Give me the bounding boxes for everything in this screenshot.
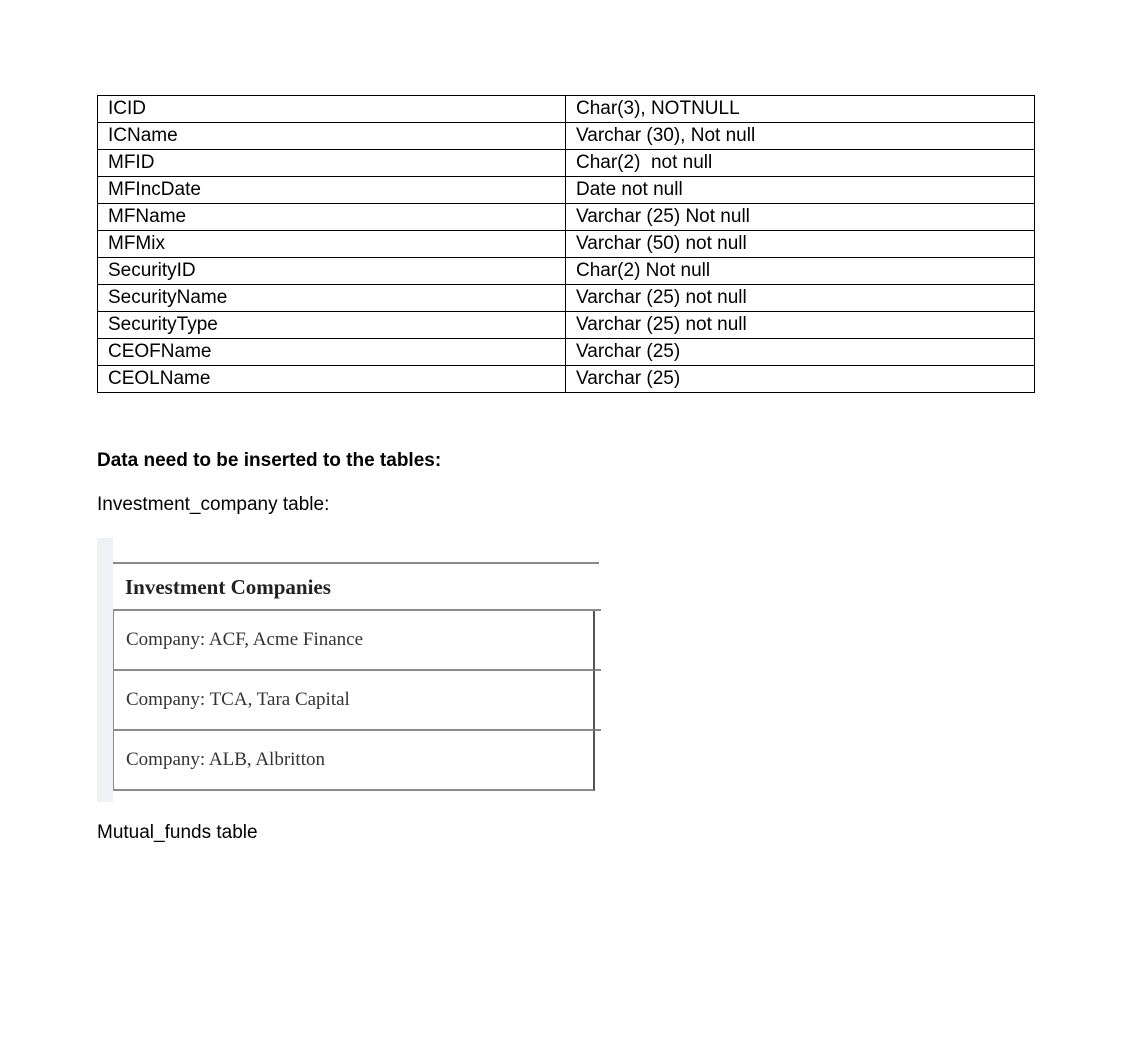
field-name: MFName [98,204,566,231]
investment-companies-table [113,562,599,791]
investment-companies-screenshot [97,538,603,802]
field-type: Varchar (25) [566,366,1035,393]
field-type: Char(2) Not null [566,258,1035,285]
field-type: Date not null [566,177,1035,204]
list-item: Company: ACF, Acme Finance [113,611,595,671]
table-row [98,285,1035,312]
table-row [98,123,1035,150]
screenshot-margin-bar [97,538,113,802]
field-type: Varchar (30), Not null [566,123,1035,150]
field-name: CEOLName [98,366,566,393]
table-row [98,231,1035,258]
table-row [98,312,1035,339]
mutual-funds-label: Mutual_funds table [97,822,258,843]
table-row [98,177,1035,204]
field-type: Varchar (25) Not null [566,204,1035,231]
table-row [98,96,1035,123]
field-type: Varchar (25) not null [566,285,1035,312]
field-name: ICID [98,96,566,123]
field-name: CEOFName [98,339,566,366]
schema-table [97,95,1035,393]
investment-companies-title: Investment Companies [113,562,599,611]
field-type: Varchar (50) not null [566,231,1035,258]
table-row [98,258,1035,285]
list-item: Company: ALB, Albritton [113,731,595,791]
field-type: Char(3), NOTNULL [566,96,1035,123]
list-item: Company: TCA, Tara Capital [113,671,595,731]
table-row [98,150,1035,177]
field-name: MFIncDate [98,177,566,204]
investment-company-label: Investment_company table: [97,494,330,515]
field-name: MFID [98,150,566,177]
table-row [98,366,1035,393]
field-type: Varchar (25) not null [566,312,1035,339]
field-name: SecurityID [98,258,566,285]
field-type: Char(2) not null [566,150,1035,177]
field-name: SecurityName [98,285,566,312]
field-type: Varchar (25) [566,339,1035,366]
data-insert-heading: Data need to be inserted to the tables: [97,450,442,471]
table-row [98,204,1035,231]
field-name: SecurityType [98,312,566,339]
field-name: ICName [98,123,566,150]
table-row [98,339,1035,366]
field-name: MFMix [98,231,566,258]
